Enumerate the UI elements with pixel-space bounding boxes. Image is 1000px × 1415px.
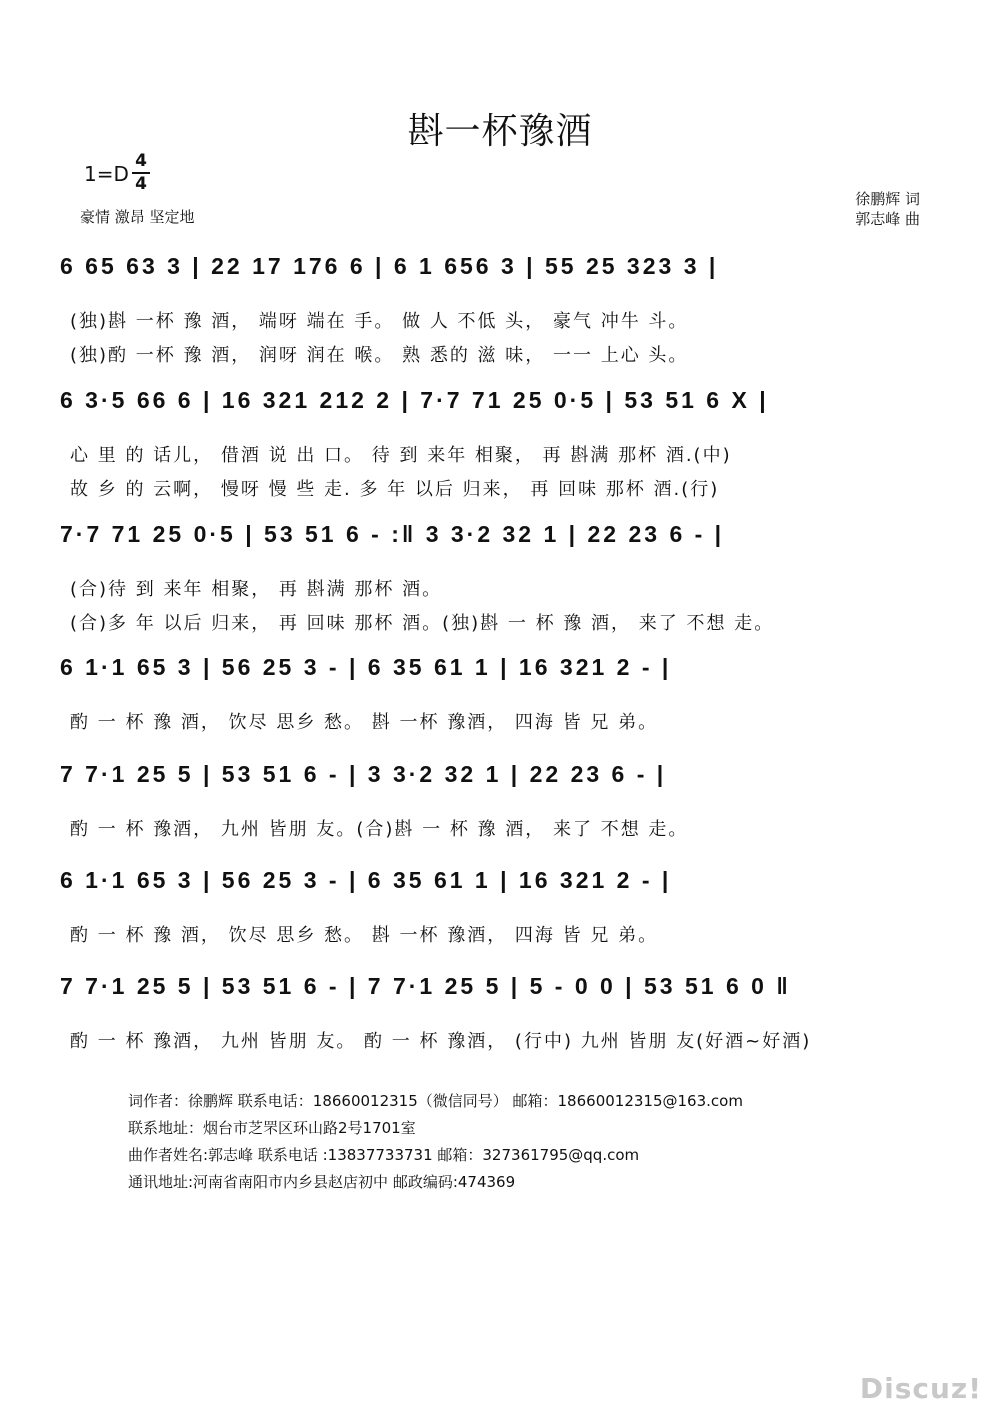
notation-row: 7 7·1 25 5 | 53 51 6 - | 7 7·1 25 5 | 5 - 0 0 | 53 51 6 0 ‖ (60, 973, 791, 999)
notation-row: 7·7 71 25 0·5 | 53 51 6 - :‖ 3 3·2 32 1 | 22 23 6 - | (60, 521, 725, 547)
notation-row: 6 1·1 65 3 | 56 25 3 - | 6 35 61 1 | 16 321 2 - | (60, 654, 672, 680)
lyric-verse-1: 酌 一 杯 豫 酒， 饮尽 思乡 愁。 斟 一杯 豫酒， 四海 皆 兄 弟。 (70, 925, 659, 946)
footer-line-4: 通讯地址:河南省南阳市内乡县赵店初中 邮政编码:474369 (128, 1173, 516, 1191)
notation-row: 6 1·1 65 3 | 56 25 3 - | 6 35 61 1 | 16 321 2 - | (60, 867, 672, 893)
time-signature-top: 4 (135, 151, 147, 171)
footer-line-2: 联系地址：烟台市芝罘区环山路2号1701室 (128, 1119, 416, 1137)
lyric-verse-1: (合)待 到 来年 相聚， 再 斟满 那杯 酒。 (70, 579, 443, 600)
notation-row: 6 3·5 66 6 | 16 321 212 2 | 7·7 71 25 0·5 | 53 51 6 X | (60, 387, 769, 413)
lyric-verse-1: 心 里 的 话儿， 借酒 说 出 口。 待 到 来年 相聚， 再 斟满 那杯 酒.(中) (70, 445, 732, 466)
tempo-marking: 豪情 激昂 坚定地 (80, 208, 195, 226)
lyric-verse-2: (独)酌 一杯 豫 酒， 润呀 润在 喉。 熟 悉的 滋 味， 一一 上心 头。 (70, 345, 689, 366)
lyric-verse-2: 故 乡 的 云啊， 慢呀 慢 些 走. 多 年 以后 归来， 再 回味 那杯 酒.(行) (70, 479, 720, 500)
time-signature-bottom: 4 (135, 174, 147, 194)
lyric-verse-1: 酌 一 杯 豫 酒， 饮尽 思乡 愁。 斟 一杯 豫酒， 四海 皆 兄 弟。 (70, 712, 659, 733)
time-signature (132, 152, 150, 194)
key-signature: 1=D (84, 162, 129, 186)
footer-line-1: 词作者：徐鹏辉 联系电话：18660012315（微信同号） 邮箱：18660012315@163.com (128, 1092, 743, 1110)
lyric-verse-1: 酌 一 杯 豫酒， 九州 皆朋 友。 酌 一 杯 豫酒， (行中) 九州 皆朋 友(好酒~好酒) (70, 1031, 812, 1052)
footer-line-3: 曲作者姓名:郭志峰 联系电话 :13837733731 邮箱：327361795@qq.com (128, 1146, 640, 1164)
watermark: Discuz! (859, 1372, 982, 1405)
page-title: 斟一杯豫酒 (407, 111, 593, 152)
composer-credit: 郭志峰 曲 (855, 210, 920, 228)
notation-row: 7 7·1 25 5 | 53 51 6 - | 3 3·2 32 1 | 22 23 6 - | (60, 761, 667, 787)
lyric-verse-2: (合)多 年 以后 归来， 再 回味 那杯 酒。(独)斟 一 杯 豫 酒， 来了 不想 走。 (70, 613, 775, 634)
lyric-verse-1: (独)斟 一杯 豫 酒， 端呀 端在 手。 做 人 不低 头， 豪气 冲牛 斗。 (70, 311, 689, 332)
lyric-verse-1: 酌 一 杯 豫酒， 九州 皆朋 友。(合)斟 一 杯 豫 酒， 来了 不想 走。 (70, 819, 689, 840)
notation-row: 6 65 63 3 | 22 17 176 6 | 6 1 656 3 | 55 25 323 3 | (60, 253, 719, 279)
lyricist-credit: 徐鹏辉 词 (855, 190, 920, 208)
